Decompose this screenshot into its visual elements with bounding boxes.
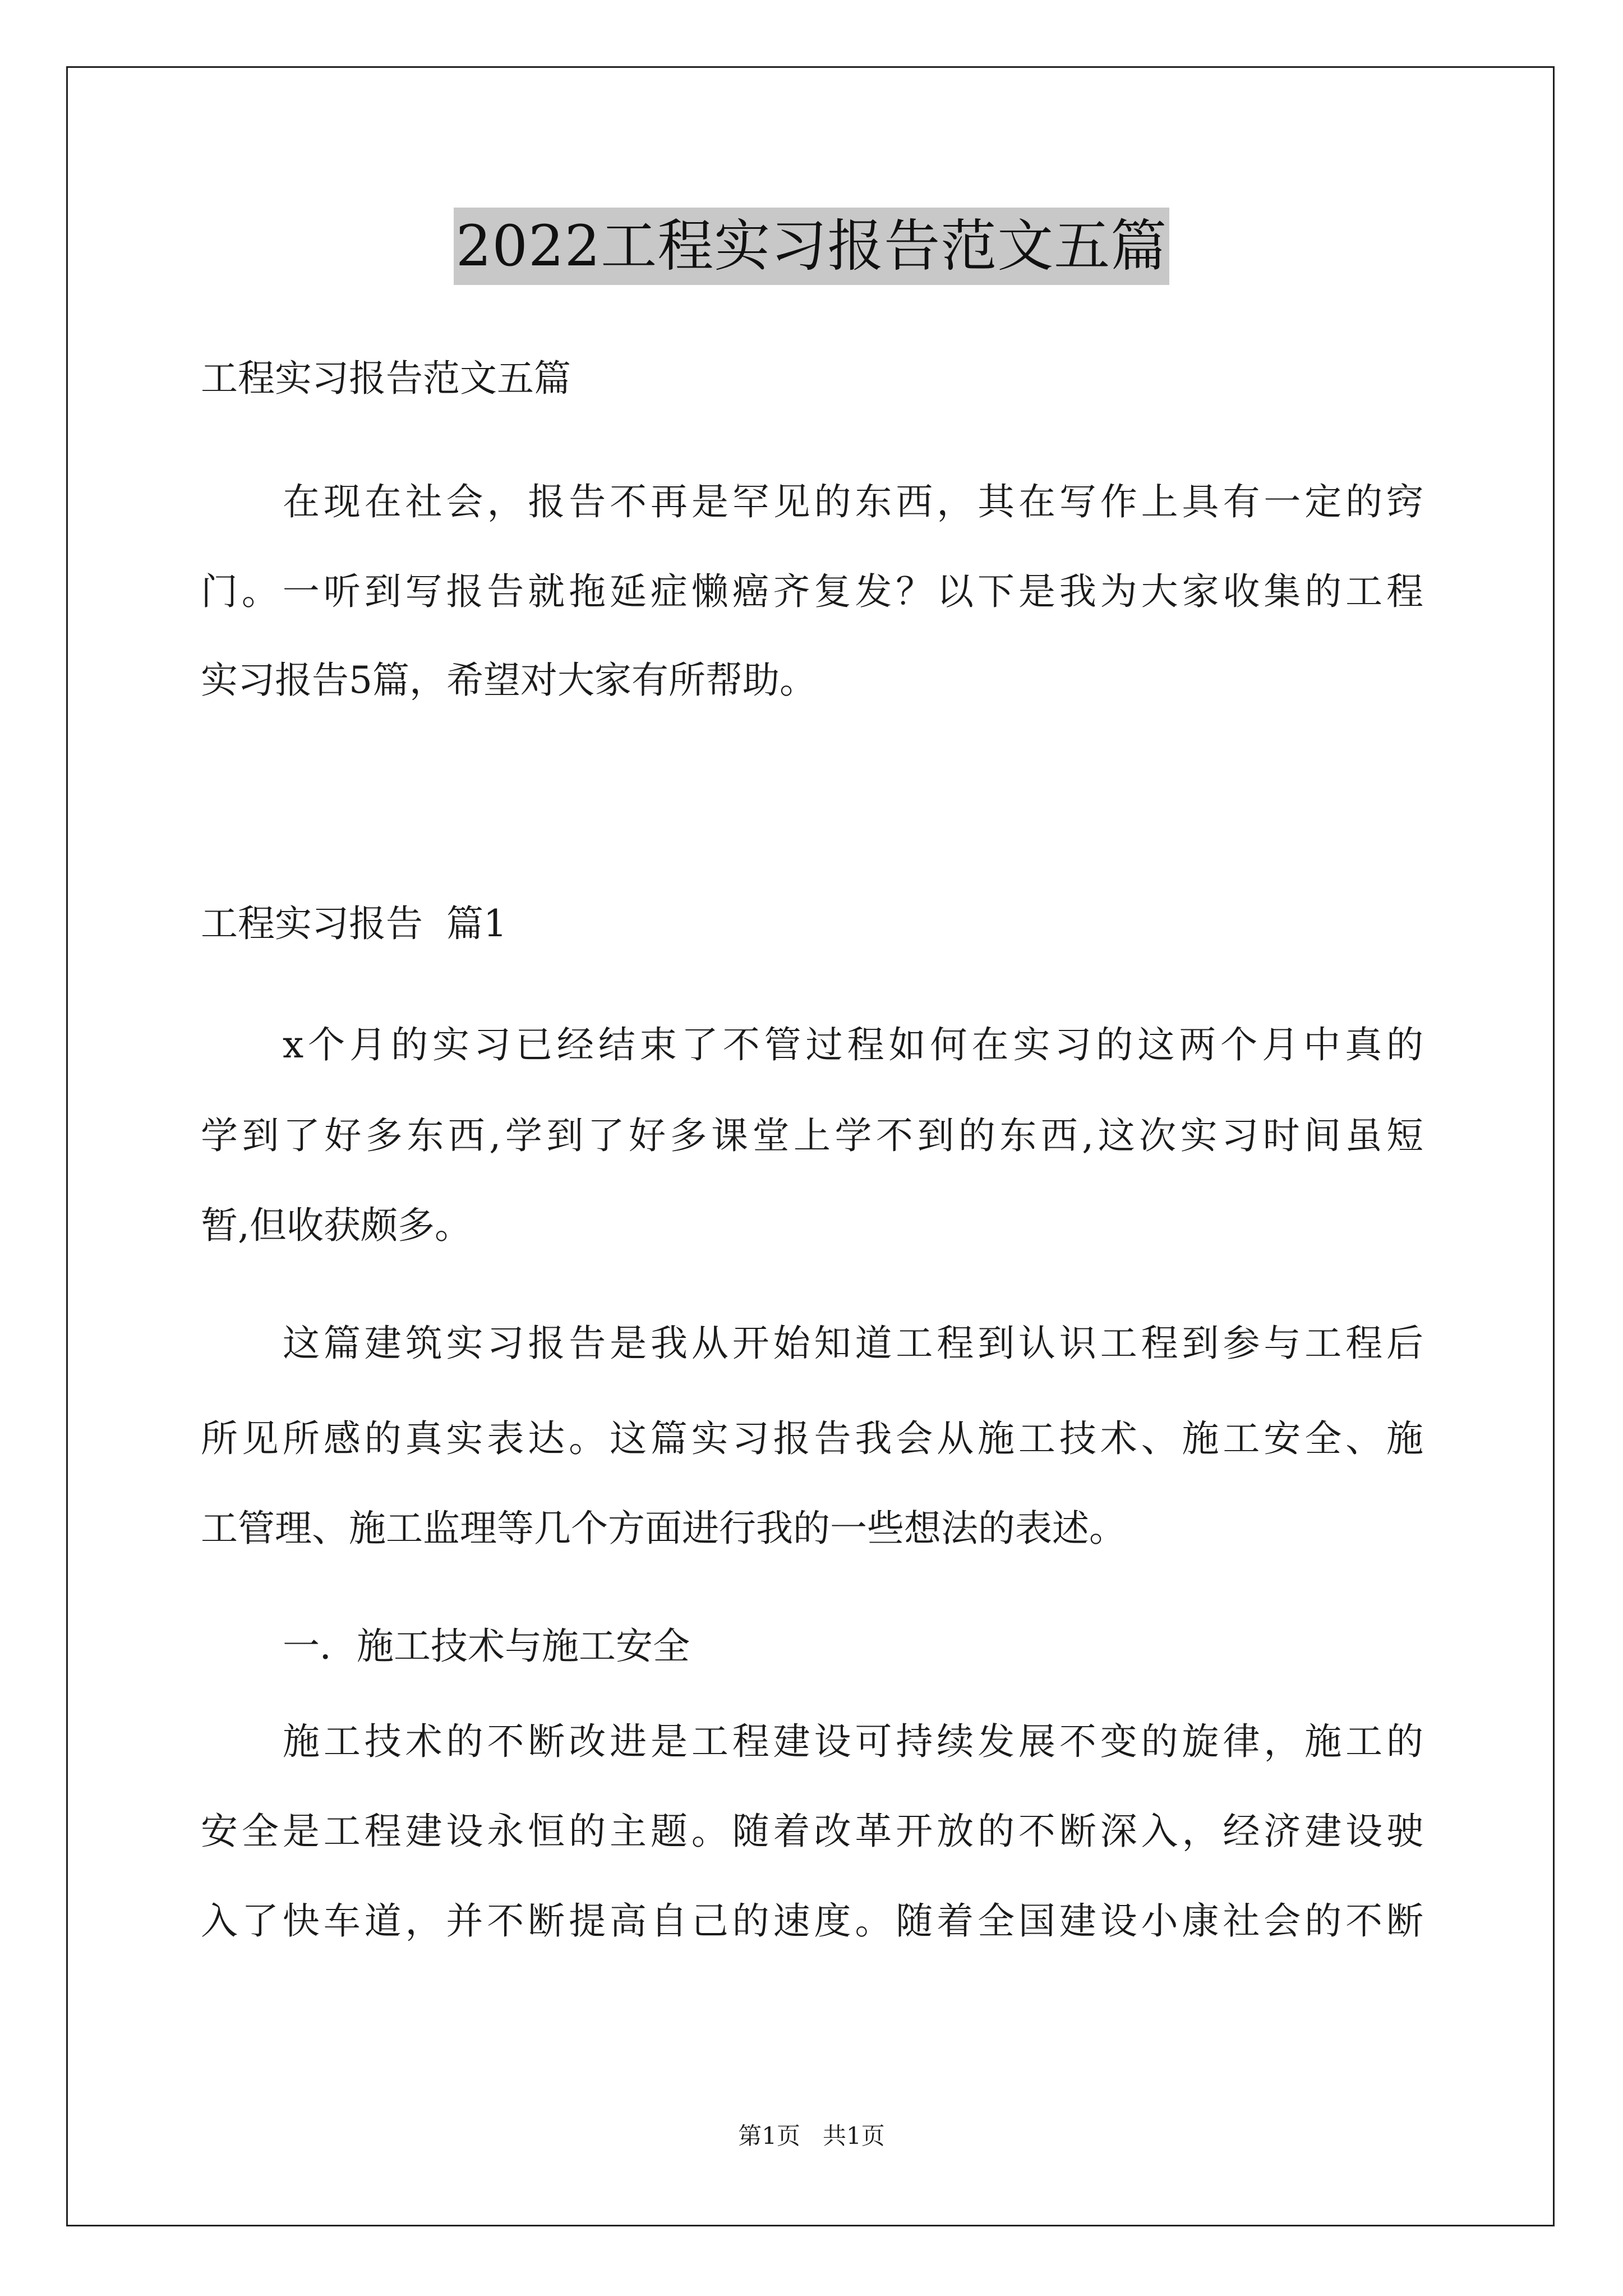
para2-line-1: 这篇建筑实习报告是我从开始知道工程到认识工程到参与工程后 <box>283 1322 1423 1365</box>
para1-line-2: 学到了好多东西,学到了好多课堂上学不到的东西,这次实习时间虽短 <box>201 1114 1423 1157</box>
intro-line-2: 门。一听到写报告就拖延症懒癌齐复发？以下是我为大家收集的工程 <box>201 570 1423 613</box>
title-wrap <box>0 208 1623 285</box>
para3-line-2: 安全是工程建设永恒的主题。随着改革开放的不断深入，经济建设驶 <box>201 1810 1423 1853</box>
subheading: 一．施工技术与施工安全 <box>283 1625 690 1668</box>
para3-line-1: 施工技术的不断改进是工程建设可持续发展不变的旋律，施工的 <box>283 1720 1423 1763</box>
para1-line-1: x个月的实习已经结束了不管过程如何在实习的这两个月中真的 <box>283 1023 1423 1066</box>
para2-line-2: 所见所感的真实表达。这篇实习报告我会从施工技术、施工安全、施 <box>201 1417 1423 1460</box>
para3-line-3: 入了快车道，并不断提高自己的速度。随着全国建设小康社会的不断 <box>201 1899 1423 1943</box>
para1-line-3: 暂,但收获颇多。 <box>201 1204 472 1247</box>
para2-line-3: 工管理、施工监理等几个方面进行我的一些想法的表述。 <box>201 1507 1126 1550</box>
document-subtitle: 工程实习报告范文五篇 <box>201 357 571 400</box>
intro-line-1: 在现在社会，报告不再是罕见的东西，其在写作上具有一定的窍 <box>283 480 1423 523</box>
intro-line-3: 实习报告5篇，希望对大家有所帮助。 <box>201 659 817 702</box>
document-title: 2022工程实习报告范文五篇 <box>454 208 1170 285</box>
section-heading: 工程实习报告 篇1 <box>201 902 507 945</box>
page-footer: 第1页 共1页 <box>738 2122 885 2150</box>
